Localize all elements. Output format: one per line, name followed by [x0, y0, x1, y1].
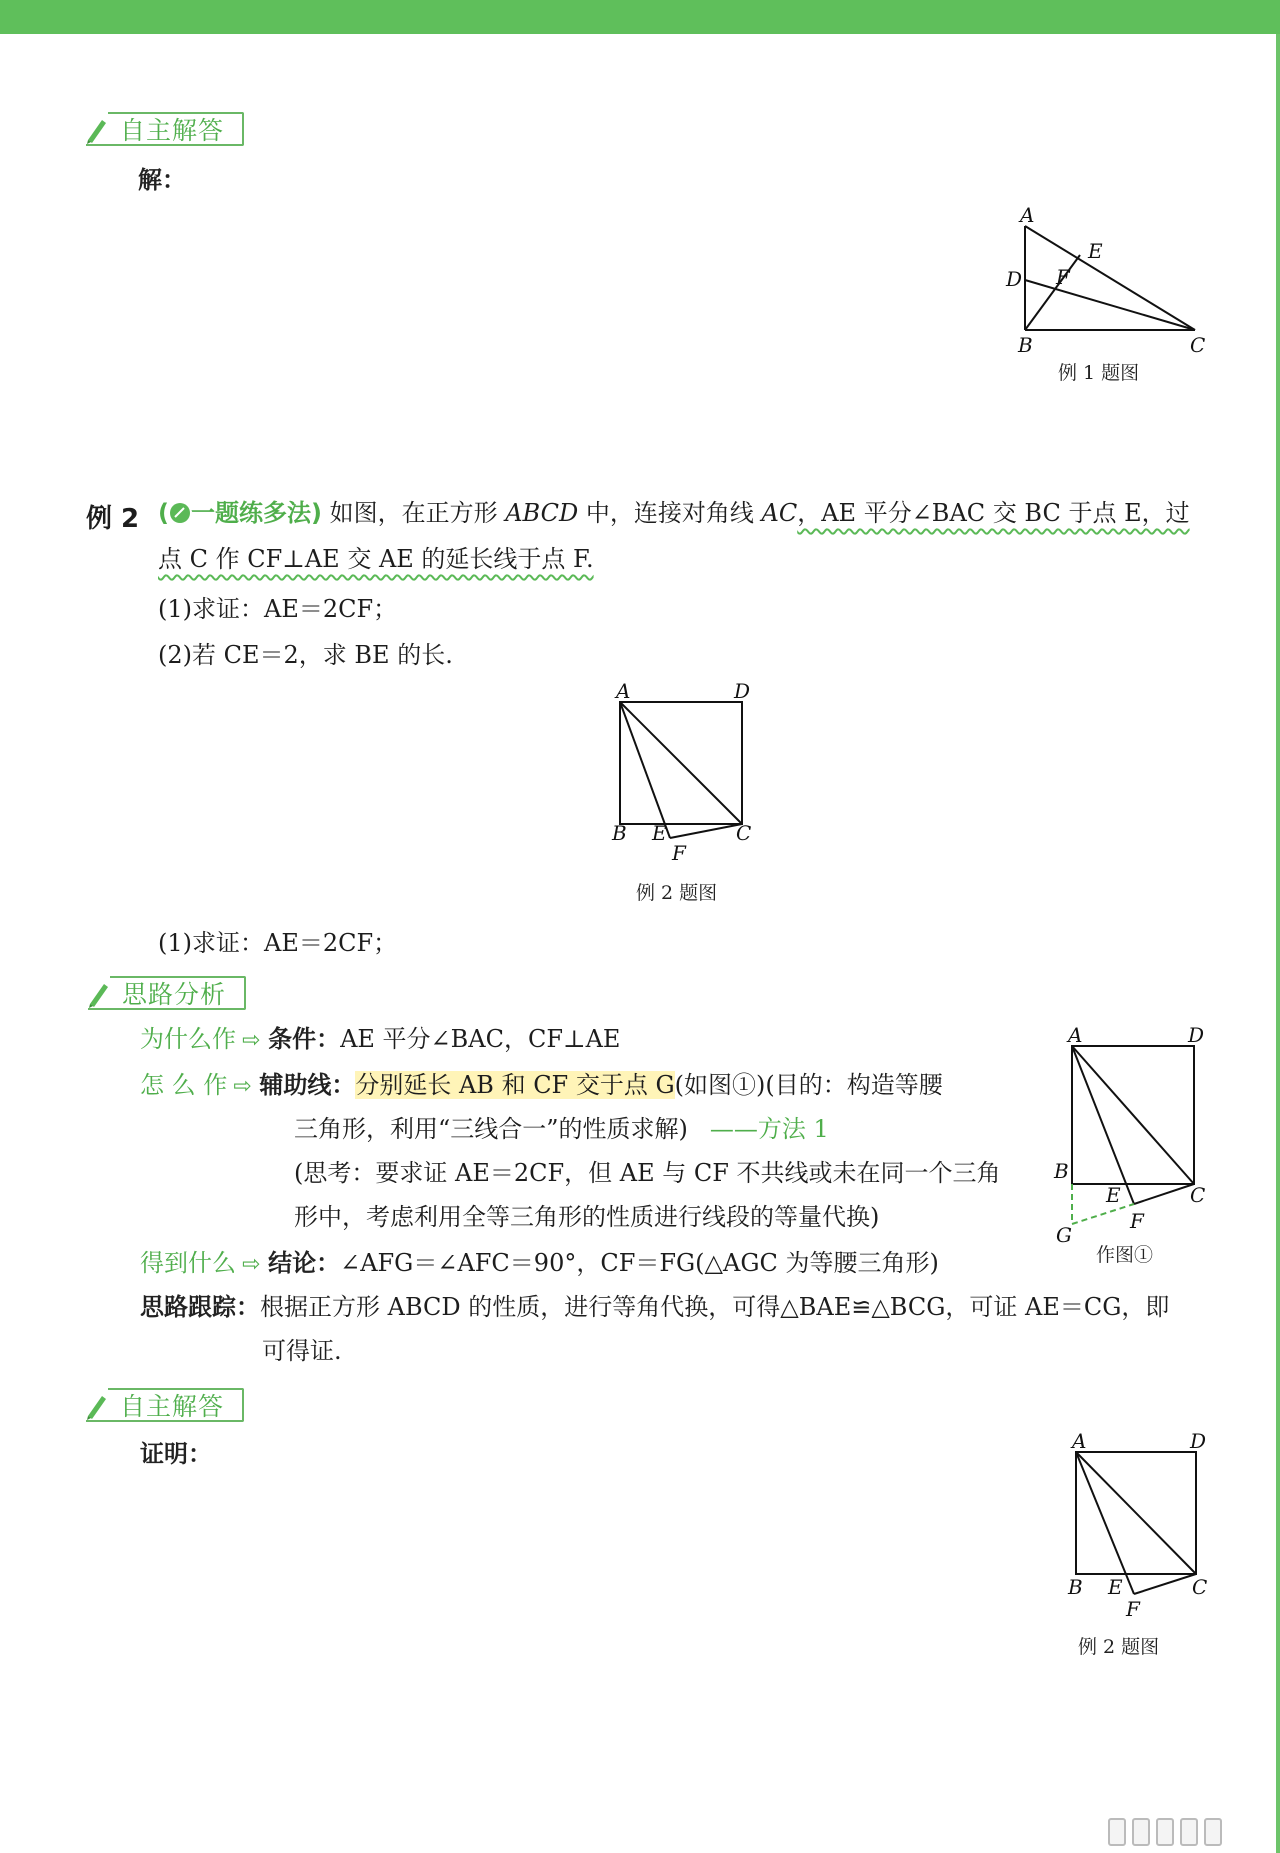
- example2-tag: 一题练多法: [190, 499, 311, 527]
- example2-q1: (1)求证：AE＝2CF；: [158, 595, 398, 623]
- method-label: ——方法 1: [709, 1115, 829, 1143]
- analysis-get-row: 得到什么 ⇨ 结论：∠AFG＝∠AFC＝90°，CF＝FG(△AGC 为等腰三角形): [140, 1240, 939, 1288]
- fig1-label-d: D: [1006, 267, 1023, 291]
- fig4-label-e: E: [1108, 1575, 1123, 1599]
- top-color-bar: [0, 0, 1280, 34]
- example2-number: 例 2: [86, 504, 140, 534]
- pencil-icon: [84, 1390, 110, 1420]
- fig3-label-b: B: [1054, 1159, 1069, 1183]
- analysis-track-row: 思路跟踪：根据正方形 ABCD 的性质，进行等角代换，可得△BAE≌△BCG，可证 AE＝CG，即: [140, 1293, 1170, 1321]
- analysis-how-row: 怎 么 作 ⇨ 辅助线：分别延长 AB 和 CF 交于点 G(如图①)(目的：构造等腰: [140, 1062, 943, 1110]
- pencil-icon: [84, 114, 110, 144]
- section-tag-label: 思路分析: [110, 976, 246, 1010]
- leaf-icon: [169, 502, 191, 524]
- fig2-caption: 例 2 题图: [636, 882, 718, 904]
- fig3-label-g: G: [1056, 1223, 1072, 1247]
- fig3-label-e: E: [1106, 1183, 1121, 1207]
- double-arrow-icon: ⇨: [242, 1252, 261, 1277]
- page-corner-mark: [1108, 1818, 1222, 1846]
- analysis-track-line2: 可得证.: [262, 1337, 342, 1365]
- analysis-why-row: 为什么作 ⇨ 条件：AE 平分∠BAC，CF⊥AE: [140, 1016, 620, 1064]
- fig2-label-c: C: [736, 821, 752, 845]
- pencil-icon: [86, 978, 112, 1008]
- fig3-label-a: A: [1068, 1023, 1083, 1047]
- fig3-caption: 作图①: [1096, 1244, 1154, 1266]
- proof-label: 证明：: [140, 1440, 212, 1468]
- analysis-how-line2: 三角形，利用“三线合一”的性质求解) ——方法 1: [294, 1115, 829, 1143]
- analysis-think-line2: 形中，考虑利用全等三角形的性质进行线段的等量代换): [294, 1203, 880, 1231]
- part1-question: (1)求证：AE＝2CF；: [158, 929, 398, 957]
- double-arrow-icon: ⇨: [242, 1028, 261, 1053]
- fig1-caption: 例 1 题图: [1058, 362, 1140, 384]
- section-tag-label: 自主解答: [108, 1388, 244, 1422]
- figure-construction1: [1050, 1020, 1220, 1250]
- solve-label: 解：: [138, 166, 186, 194]
- page-edge-bar: [1276, 34, 1280, 1853]
- fig3-label-f: F: [1130, 1209, 1144, 1233]
- figure-example2: [600, 676, 770, 876]
- figure-example2-copy: [1054, 1428, 1224, 1628]
- example2-line2: 点 C 作 CF⊥AE 交 AE 的延长线于点 F.: [158, 545, 594, 573]
- fig4-label-c: C: [1192, 1575, 1208, 1599]
- section-tag-label: 自主解答: [108, 112, 244, 146]
- fig4-label-a: A: [1072, 1429, 1087, 1453]
- fig4-label-d: D: [1190, 1429, 1207, 1453]
- fig3-label-d: D: [1188, 1023, 1205, 1047]
- fig1-label-e: E: [1088, 239, 1103, 263]
- fig4-caption: 例 2 题图: [1078, 1636, 1160, 1658]
- example2-line1: ( 一题练多法) 如图，在正方形 ABCD 中，连接对角线 AC，AE 平分∠BAC 交 BC 于点 E，过: [158, 499, 1190, 527]
- fig1-label-b: B: [1018, 333, 1033, 357]
- fig1-label-f: F: [1056, 265, 1070, 289]
- analysis-think-line1: (思考：要求证 AE＝2CF，但 AE 与 CF 不共线或未在同一个三角: [294, 1159, 1001, 1187]
- fig2-label-f: F: [672, 841, 686, 865]
- fig2-label-b: B: [612, 821, 627, 845]
- fig1-label-a: A: [1020, 203, 1035, 227]
- fig4-label-f: F: [1126, 1597, 1140, 1621]
- double-arrow-icon: ⇨: [233, 1074, 252, 1099]
- fig2-label-d: D: [734, 679, 751, 703]
- fig3-label-c: C: [1190, 1183, 1206, 1207]
- example2-q2: (2)若 CE＝2，求 BE 的长.: [158, 641, 453, 669]
- fig4-label-b: B: [1068, 1575, 1083, 1599]
- fig2-label-e: E: [652, 821, 667, 845]
- fig1-label-c: C: [1190, 333, 1206, 357]
- fig2-label-a: A: [616, 679, 631, 703]
